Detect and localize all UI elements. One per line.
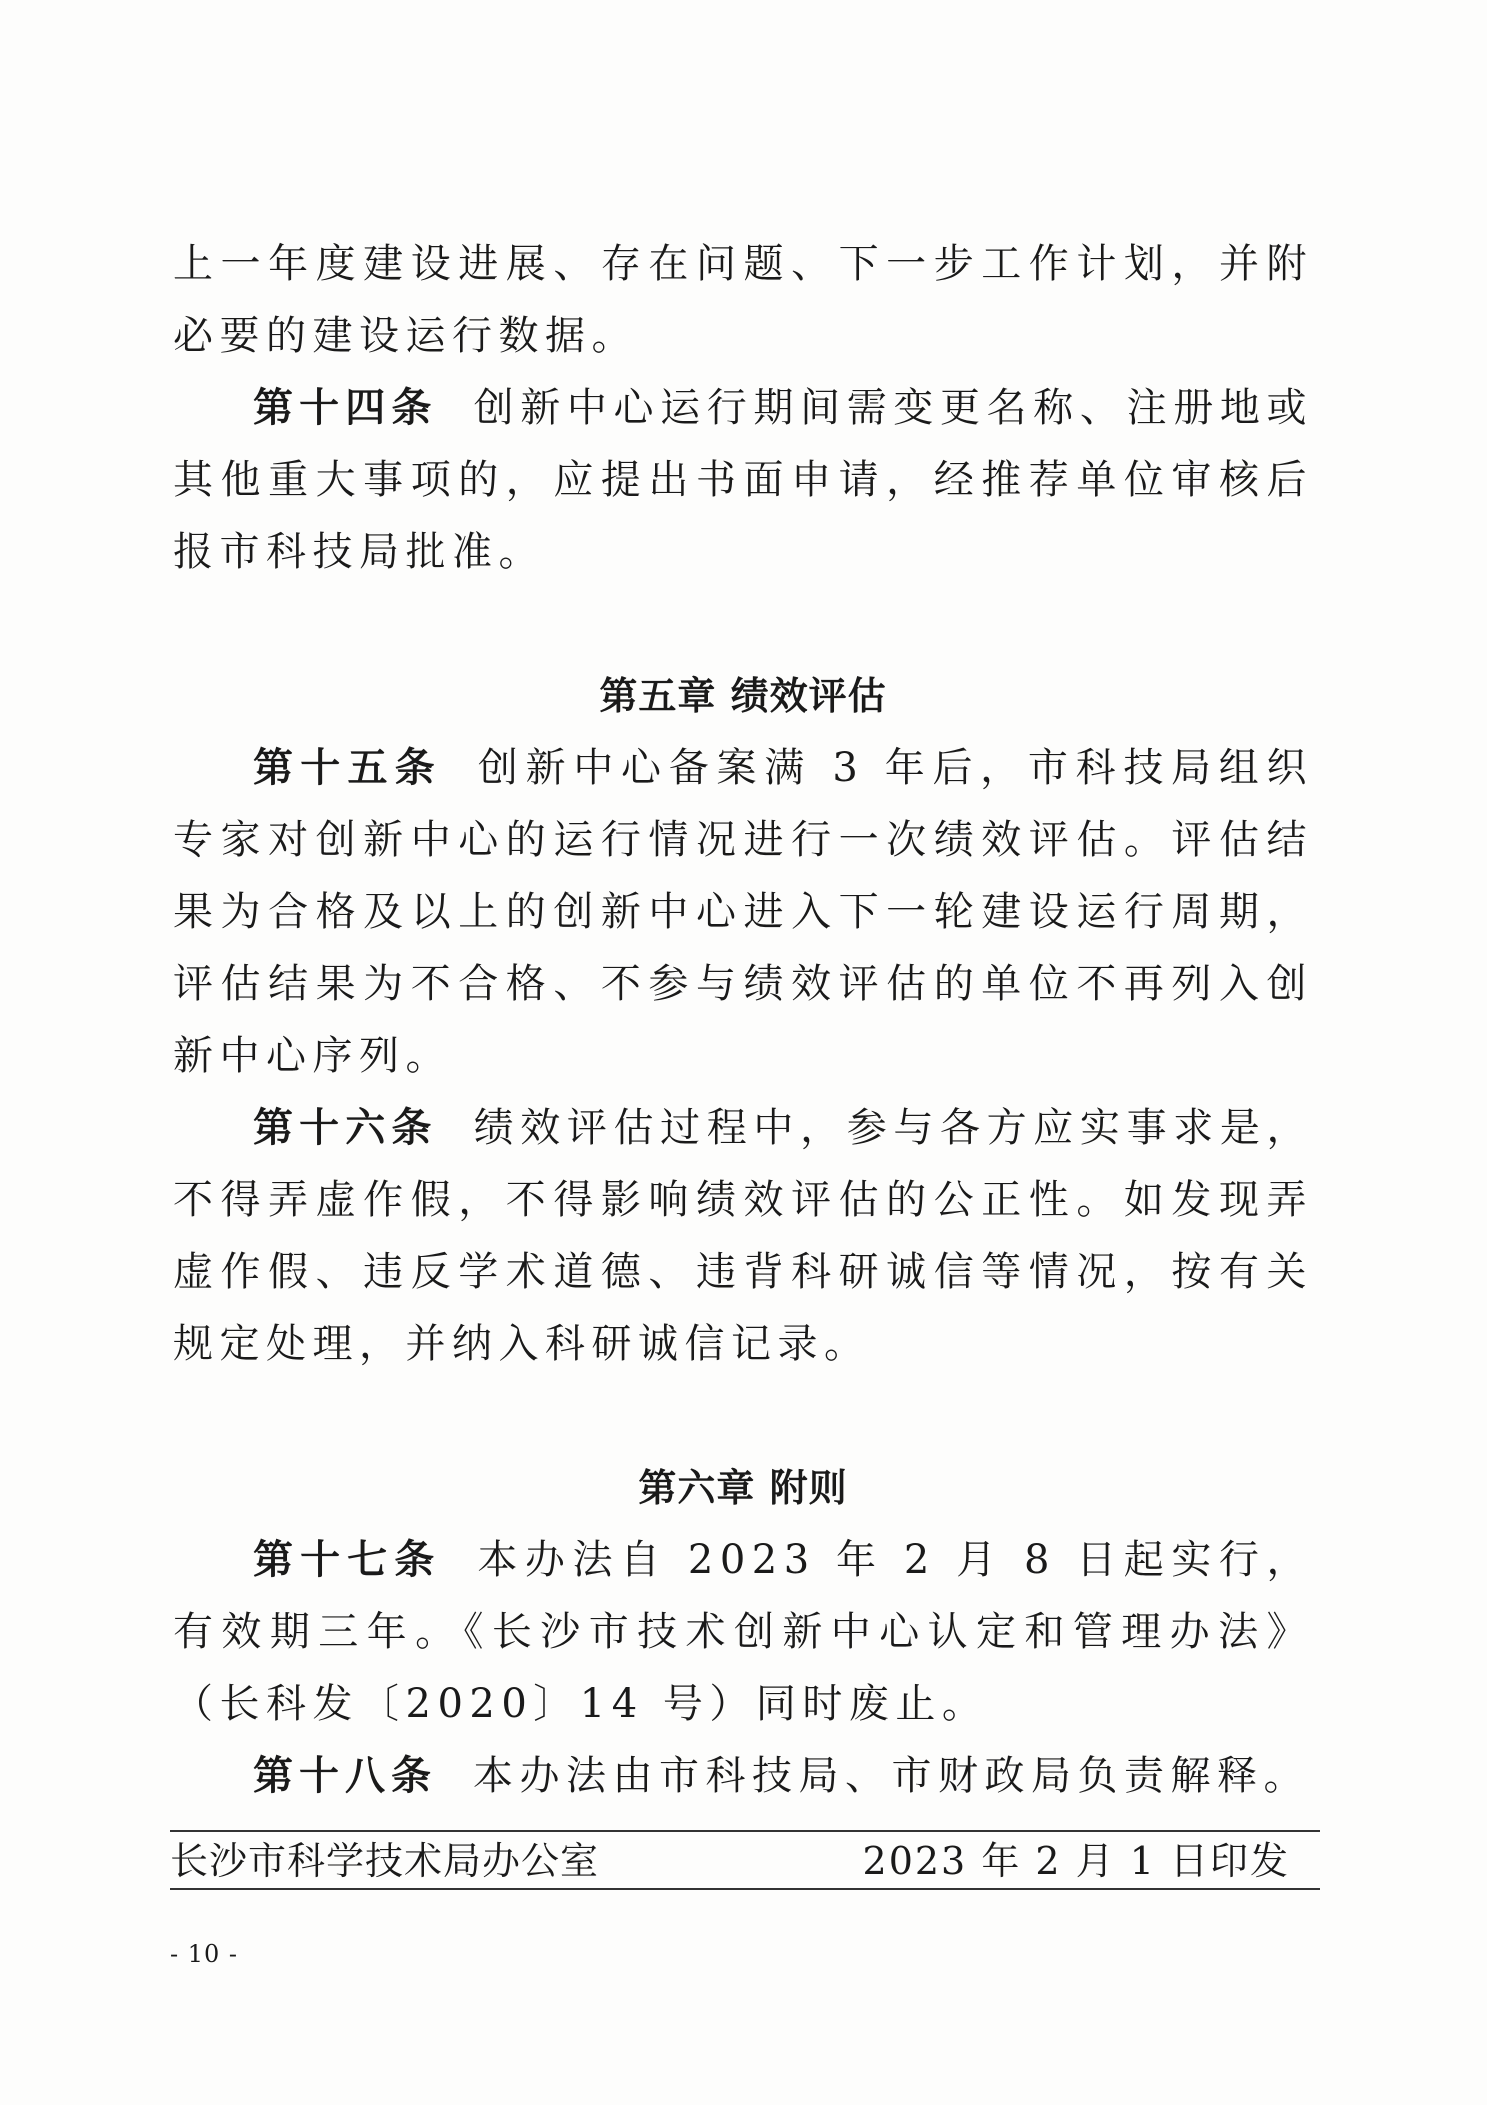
issuer-name: 长沙市科学技术局办公室 xyxy=(170,1839,600,1883)
issue-date: 2023 年 2 月 1 日印发 xyxy=(862,1839,1290,1883)
chapter-title: 第六章 附则 xyxy=(638,1466,848,1510)
article-text: 创新中心备案满 3 年后，市科技局组织专家对创新中心的运行情况进行一次绩效评估。评估结果为合格及以上的创新中心进入下一轮建设运行周期，评估结果为不合格、不参与绩效评估的单位不再列入创新中心序列。 xyxy=(173,745,1314,1079)
spacer xyxy=(173,1380,1313,1452)
article-number: 第十八条 xyxy=(253,1752,437,1799)
chapter-title: 第五章 绩效评估 xyxy=(599,674,887,718)
issuance-footer xyxy=(170,1830,1320,1890)
article-18 xyxy=(173,1740,1313,1812)
article-text: 本办法自 2023 年 2 月 8 日起实行，有效期三年。《长沙市技术创新中心认定和管理办法》（长科发〔2020〕14 号）同时废止。 xyxy=(173,1537,1314,1727)
article-text: 绩效评估过程中，参与各方应实事求是，不得弄虚作假，不得影响绩效评估的公正性。如发现弄虚作假、违反学术道德、违背科研诚信等情况，按有关规定处理，并纳入科研诚信记录。 xyxy=(173,1105,1314,1367)
spacer xyxy=(173,588,1313,660)
article-number: 第十七条 xyxy=(253,1536,442,1583)
article-15 xyxy=(173,732,1313,1092)
article-number: 第十四条 xyxy=(253,384,438,431)
article-14 xyxy=(173,372,1313,588)
paragraph-continuation xyxy=(173,228,1313,372)
article-number: 第十六条 xyxy=(253,1104,438,1151)
paragraph-text: 上一年度建设进展、存在问题、下一步工作计划，并附必要的建设运行数据。 xyxy=(173,241,1313,359)
article-number: 第十五条 xyxy=(253,744,442,791)
article-17 xyxy=(173,1524,1313,1740)
article-16 xyxy=(173,1092,1313,1380)
document-body xyxy=(173,228,1313,1812)
page-number: - 10 - xyxy=(170,1940,239,1968)
article-text: 创新中心运行期间需变更名称、注册地或其他重大事项的，应提出书面申请，经推荐单位审核后报市科技局批准。 xyxy=(173,385,1314,575)
article-text: 本办法由市科技局、市财政局负责解释。 xyxy=(473,1753,1310,1799)
